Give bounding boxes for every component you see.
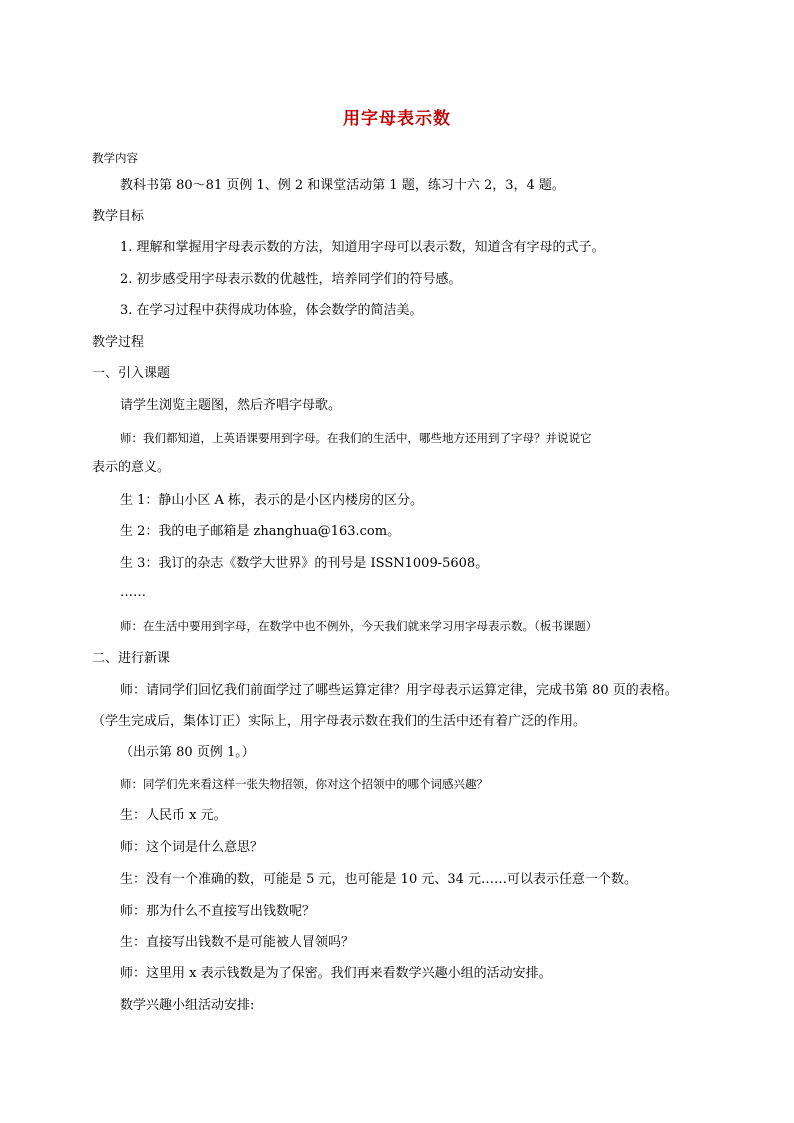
paragraph-line: 教学内容 (92, 151, 138, 165)
paragraph-line: 3. 在学习过程中获得成功体验，体会数学的简洁美。 (120, 303, 423, 318)
paragraph-line: 师：那为什么不直接写出钱数呢？ (120, 904, 316, 919)
paragraph-line: …… (120, 585, 146, 600)
paragraph-line: （出示第 80 页例 1。） (120, 745, 255, 760)
paragraph-line: 教学过程 (92, 335, 145, 350)
paragraph-line: 1. 理解和掌握用字母表示数的方法，知道用字母可以表示数，知道含有字母的式子。 (120, 240, 605, 255)
paragraph-line: 师：同学们先来看这样一张失物招领，你对这个招领中的哪个词感兴趣？ (120, 777, 488, 791)
paragraph-line: 请学生浏览主题图，然后齐唱字母歌。 (120, 398, 342, 413)
paragraph-line: 生 2：我的电子邮箱是 zhanghua@163.com。 (120, 524, 401, 539)
paragraph-line: 生：直接写出钱数不是可能被人冒领吗？ (120, 935, 355, 950)
paragraph-line: 生 1：静山小区 A 栋，表示的是小区内楼房的区分。 (120, 493, 424, 508)
paragraph-line: 生：人民币 x 元。 (120, 808, 227, 823)
paragraph-line: 师：请同学们回忆我们前面学过了哪些运算定律？用字母表示运算定律，完成书第 80 页的表格。 (120, 683, 678, 698)
paragraph-line: 教学目标 (92, 209, 145, 224)
paragraph-line: 一、引入课题 (92, 366, 171, 381)
paragraph-line: 二、进行新课 (92, 651, 171, 666)
document-title: 用字母表示数 (343, 109, 451, 129)
paragraph-line: 生：没有一个准确的数，可能是 5 元，也可能是 10 元、34 元……可以表示任意一个数。 (120, 872, 638, 887)
paragraph-line: 2. 初步感受用字母表示数的优越性，培养同学们的符号感。 (120, 272, 462, 287)
paragraph-line: 师：这个词是什么意思？ (120, 840, 264, 855)
paragraph-line: 生 3：我订的杂志《数学大世界》的刊号是 ISSN1009-5608。 (120, 556, 489, 571)
paragraph-line: 数学兴趣小组活动安排: (120, 998, 255, 1013)
paragraph-line: 教科书第 80～81 页例 1、例 2 和课堂活动第 1 题，练习十六 2，3，4 题。 (120, 178, 565, 193)
paragraph-line: （学生完成后，集体订正）实际上，用字母表示数在我们的生活中还有着广泛的作用。 (92, 714, 587, 729)
paragraph-line: 表示的意义。 (92, 460, 171, 475)
paragraph-line: 师：我们都知道，上英语课要用到字母。在我们的生活中，哪些地方还用到了字母？并说说它 (120, 431, 592, 445)
paragraph-line: 师：在生活中要用到字母，在数学中也不例外，今天我们就来学习用字母表示数。（板书课题） (120, 619, 598, 633)
paragraph-line: 师：这里用 x 表示钱数是为了保密。我们再来看数学兴趣小组的活动安排。 (120, 966, 552, 981)
